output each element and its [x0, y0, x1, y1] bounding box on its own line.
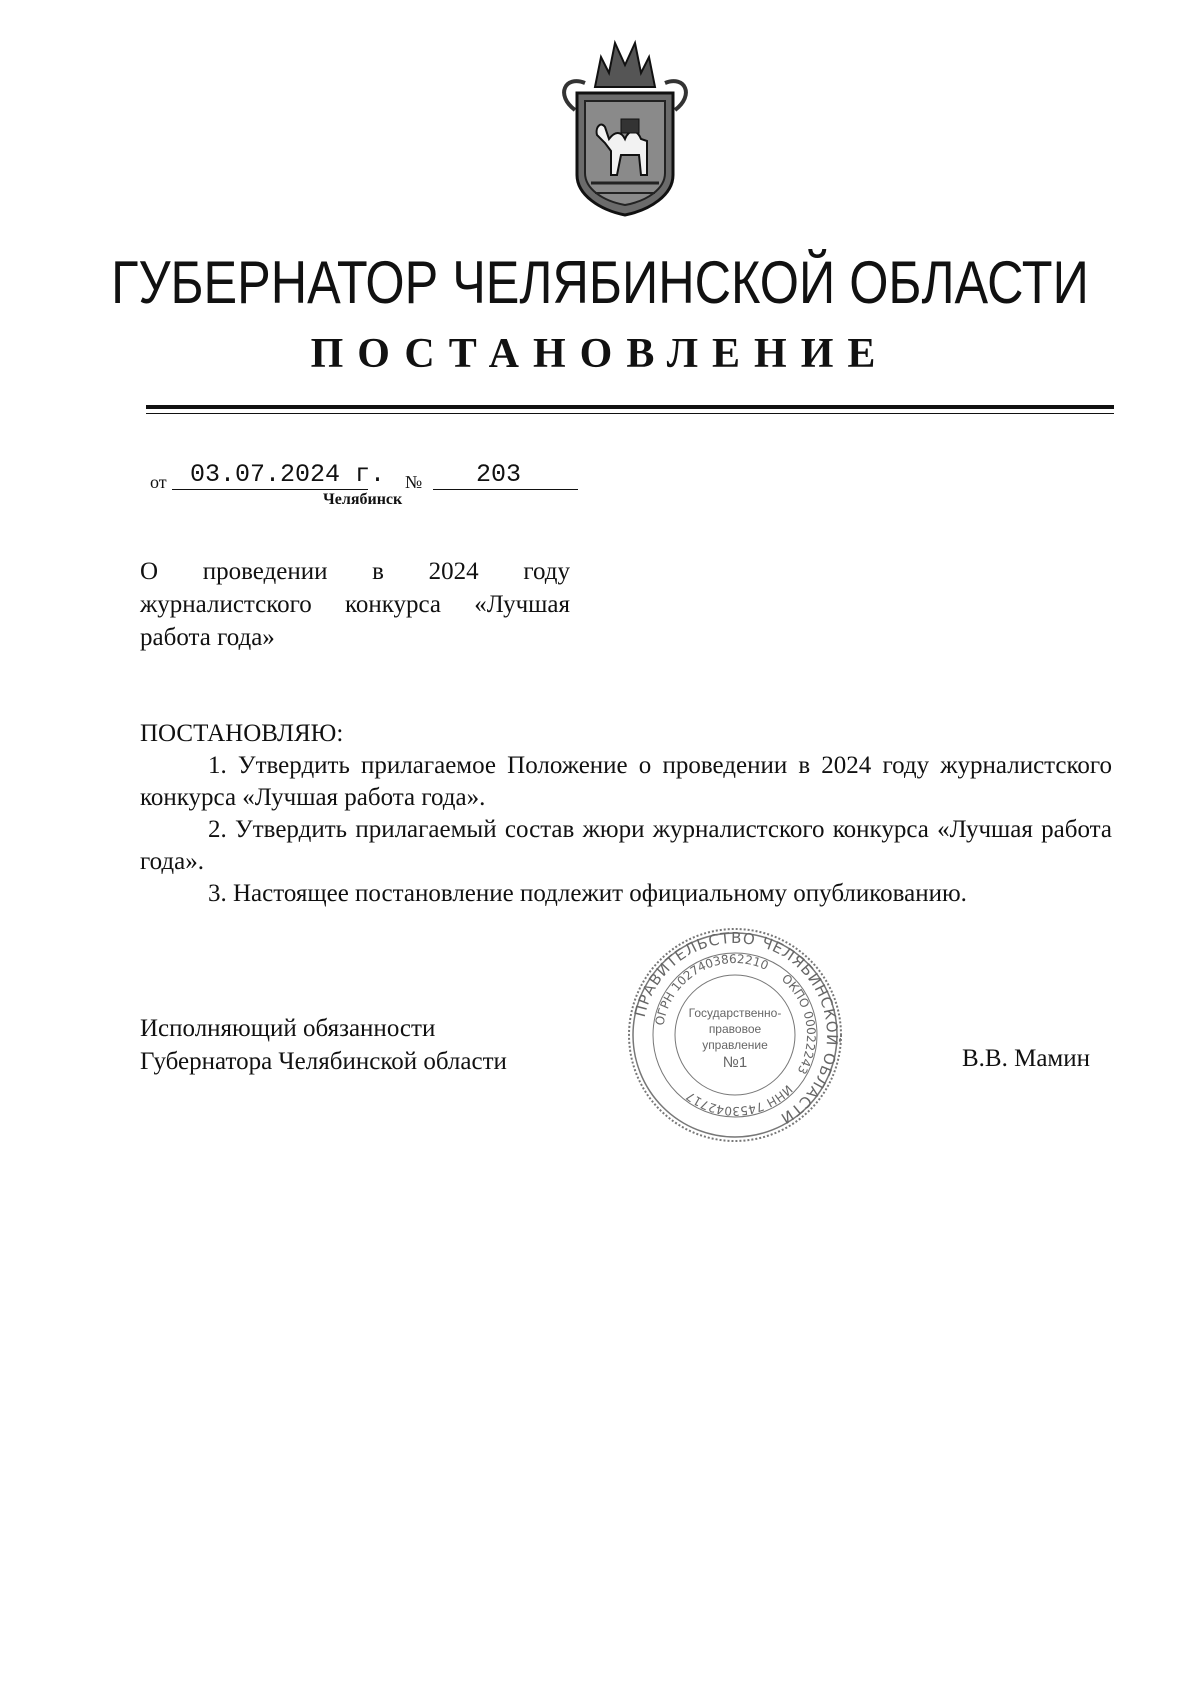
- signatory-name: В.В. Мамин: [962, 1045, 1091, 1072]
- decree-item-3: 3. Настоящее постановление подлежит официальному опубликованию.: [208, 880, 967, 907]
- decree-item-2: 2. Утвердить прилагаемый состав жюри журналистского конкурса «Лучшая работа года».: [140, 816, 1112, 875]
- decree-items: [140, 750, 1112, 910]
- number-prefix: №: [405, 472, 423, 492]
- signatory-position: [140, 1012, 507, 1078]
- seal-inner-line4: №1: [722, 1054, 748, 1071]
- city-label: Челябинск: [323, 491, 403, 508]
- date-prefix: от: [150, 472, 167, 492]
- date-underline: [172, 489, 368, 490]
- seal-ogrn: ОГРН 1027403862210: [652, 951, 771, 1027]
- seal-okpo: ОКПО 00022243: [778, 971, 819, 1077]
- signatory-position-line1: Исполняющий обязанности: [140, 1015, 436, 1042]
- document-type-heading: ПОСТАНОВЛЕНИЕ: [310, 331, 890, 377]
- coat-of-arms-icon: [555, 35, 695, 220]
- number-underline: [433, 489, 578, 490]
- seal-inn: ИНН 7453042717: [683, 1082, 796, 1119]
- seal-inner-line1: Государственно-: [688, 1006, 782, 1020]
- signatory-position-line2: Губернатора Челябинской области: [140, 1048, 507, 1075]
- seal-outer-text: ПРАВИТЕЛЬСТВО ЧЕЛЯБИНСКОЙ ОБЛАСТИ: [630, 928, 842, 1128]
- document-number: 203: [476, 460, 522, 489]
- header-divider-thick: [146, 405, 1114, 409]
- header-divider-thin: [146, 413, 1114, 414]
- document-subject: О проведении в 2024 году журналистского конкурса «Лучшая работа года»: [140, 558, 570, 651]
- document-date: 03.07.2024 г.: [190, 460, 386, 489]
- official-seal-icon: [625, 925, 845, 1145]
- decree-word: ПОСТАНОВЛЯЮ:: [140, 720, 344, 747]
- seal-inner-line2: правовое: [708, 1022, 762, 1036]
- decree-item-1: 1. Утвердить прилагаемое Положение о проведении в 2024 году журналистского конкурса «Лучшая работа года».: [140, 752, 1112, 811]
- seal-inner-line3: управление: [702, 1038, 768, 1052]
- organization-title: ГУБЕРНАТОР ЧЕЛЯБИНСКОЙ ОБЛАСТИ: [111, 249, 1089, 316]
